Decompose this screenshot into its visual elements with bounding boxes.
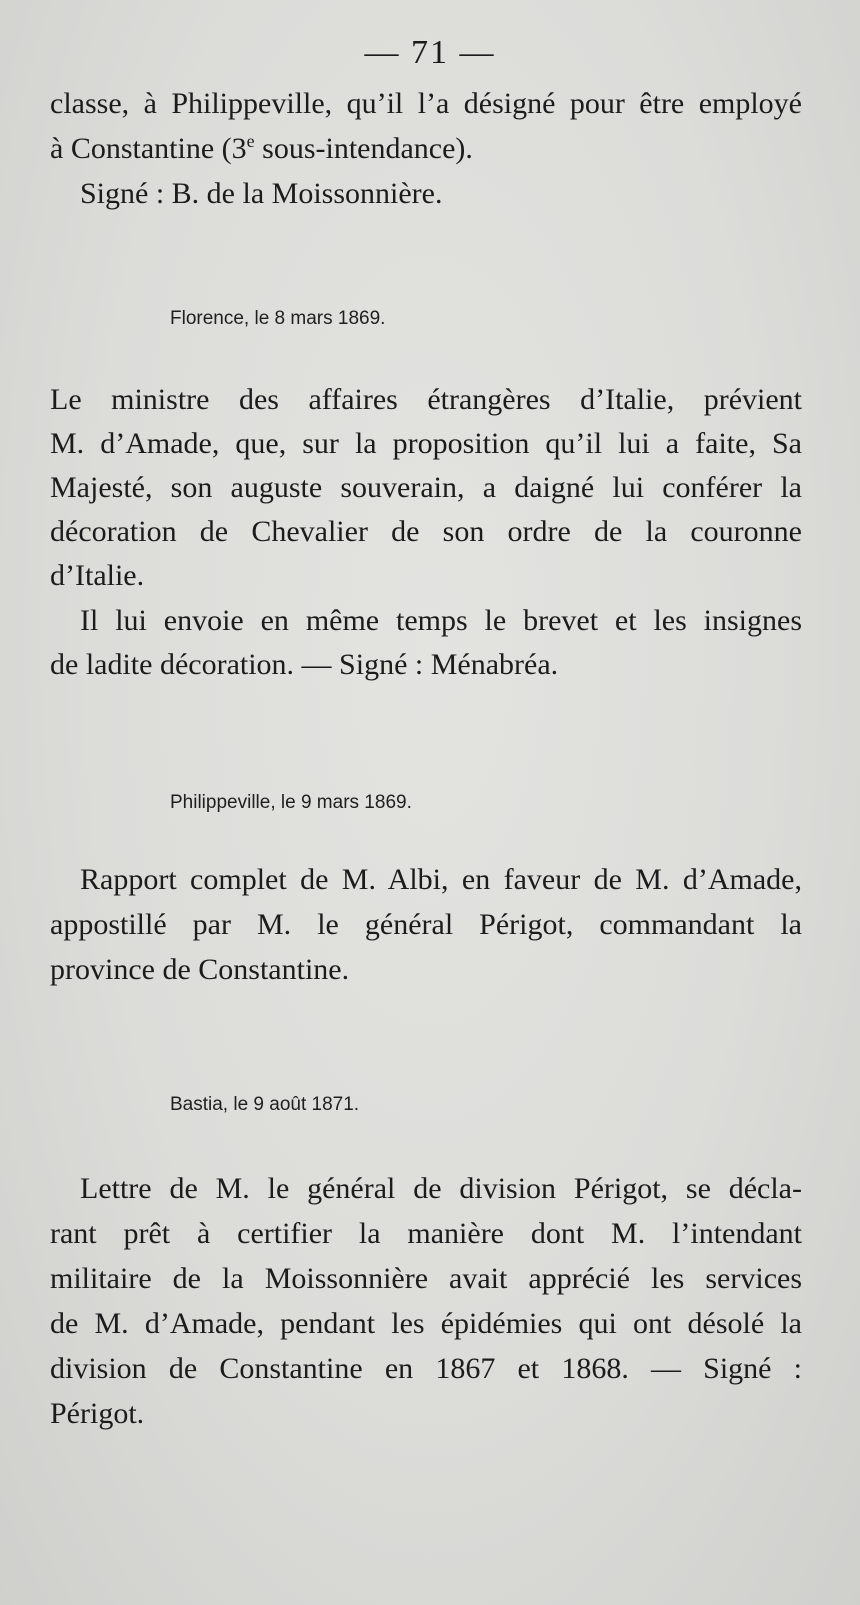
dateline: Bastia, le 9 août 1871. [170, 1094, 360, 1115]
text-fragment: sous-intendance). [254, 132, 473, 165]
text-line: Le ministre des affaires étrangères d’Italie, prévient [50, 383, 802, 416]
text-line: M. d’Amade, que, sur la proposition qu’il lui a faite, Sa [50, 427, 802, 460]
text-line: Majesté, son auguste souverain, a daigné lui conférer la [50, 471, 802, 504]
text-line: décoration de Chevalier de son ordre de la couronne [50, 515, 802, 548]
text-line: division de Constantine en 1867 et 1868. — Signé : [50, 1352, 802, 1385]
text-line: de M. d’Amade, pendant les épidémies qui ont désolé la [50, 1307, 802, 1340]
text-line: Lettre de M. le général de division Périgot, se décla- [80, 1172, 802, 1205]
text-line: Il lui envoie en même temps le brevet et les insignes [80, 604, 802, 637]
signature-line: Signé : B. de la Moissonnière. [80, 177, 443, 210]
text-fragment: à Constantine (3 [50, 132, 247, 165]
text-line: militaire de la Moissonnière avait apprécié les services [50, 1262, 802, 1295]
dateline: Florence, le 8 mars 1869. [170, 308, 386, 329]
text-line [50, 127, 802, 171]
text-line: rant prêt à certifier la manière dont M. l’intendant [50, 1217, 802, 1250]
text-line: classe, à Philippeville, qu’il l’a désigné pour être employé [50, 87, 802, 120]
dateline: Philippeville, le 9 mars 1869. [170, 792, 412, 813]
text-line: Périgot. [50, 1397, 145, 1430]
text-line: province de Constantine. [50, 953, 350, 986]
text-line: appostillé par M. le général Périgot, commandant la [50, 908, 802, 941]
text-line: de ladite décoration. — Signé : Ménabréa. [50, 648, 559, 681]
superscript: e [246, 131, 255, 151]
text-line: d’Italie. [50, 559, 145, 592]
page-number: — 71 — [364, 34, 496, 71]
text-line: Rapport complet de M. Albi, en faveur de M. d’Amade, [80, 863, 802, 896]
